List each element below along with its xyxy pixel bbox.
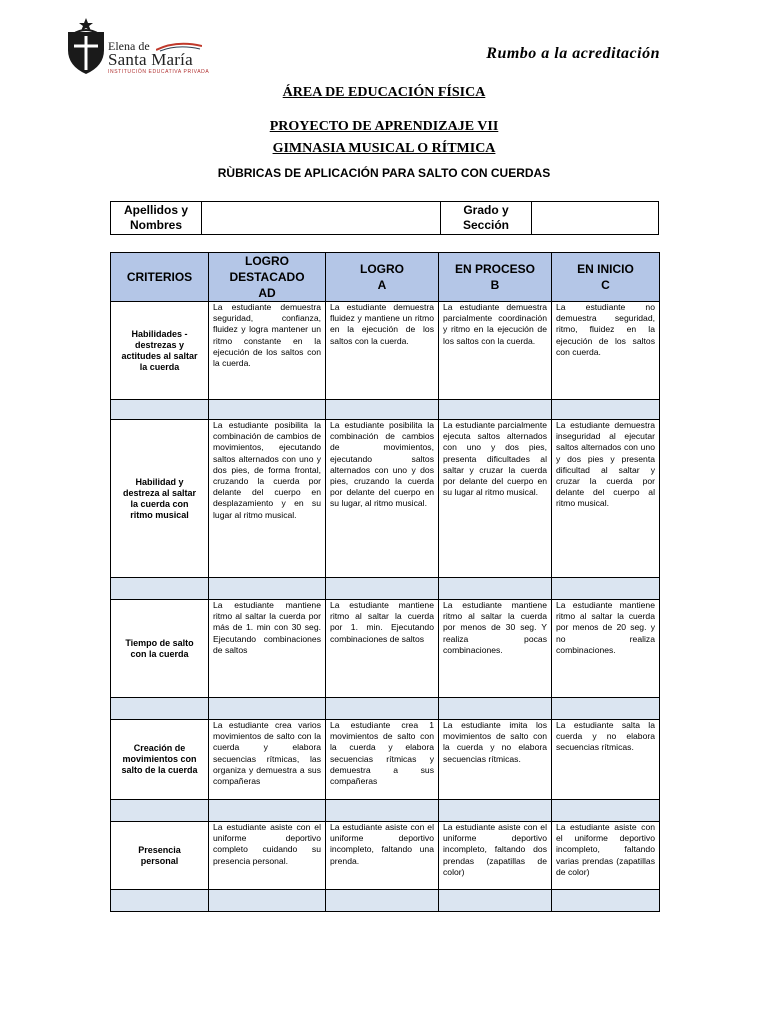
spacer-cell: [439, 400, 552, 420]
criterion-cell: Creación de movimientos con salto de la cuerda: [111, 720, 209, 800]
spacer-cell: [209, 400, 326, 420]
topic-title: GIMNASIA MUSICAL O RÍTMICA: [272, 141, 496, 156]
level-ad-cell: La estudiante demuestra seguridad, confianza, fluidez y logra mantener un ritmo constante en la ejecución de los saltos con la cuerda.: [209, 302, 326, 400]
name-label: [111, 202, 202, 235]
level-c-cell: La estudiante salta la cuerda y no elabora secuencias rítmicas.: [552, 720, 660, 800]
header-line: DESTACADO: [229, 270, 305, 284]
spacer-cell: [111, 400, 209, 420]
spacer-row: [111, 698, 660, 720]
header-line: EN PROCESO: [454, 262, 535, 276]
level-b-cell: La estudiante imita los movimientos de salto con la cuerda y no elabora secuencias rítmicas.: [439, 720, 552, 800]
spacer-row: [111, 890, 660, 912]
level-a-cell: La estudiante mantiene ritmo al saltar la cuerda por 1. min. Ejecutando combinaciones de saltos: [326, 600, 439, 698]
grade-label-line1: Grado y: [463, 203, 509, 217]
rubric-row: [111, 420, 660, 578]
area-title: ÁREA DE EDUCACIÓN FÍSICA: [282, 85, 486, 100]
school-crest-icon: [64, 16, 108, 76]
project-title: PROYECTO DE APRENDIZAJE VII: [269, 119, 499, 134]
criterion-cell: Habilidad y destreza al saltar la cuerda con ritmo musical: [111, 420, 209, 578]
level-ad-cell: La estudiante crea varios movimientos de salto con la cuerda y elabora secuencias rítmicas, las organiza y demuestra a sus compañeras: [209, 720, 326, 800]
spacer-cell: [439, 698, 552, 720]
spacer-row: [111, 400, 660, 420]
name-field[interactable]: [202, 202, 441, 235]
level-c-cell: La estudiante demuestra inseguridad al ejecutar saltos alternados con uno y dos pies y presenta dificultad al saltar y cruzar la cuerda por delante del cuerpo al ritmo musical.: [552, 420, 660, 578]
header-line: EN INICIO: [577, 262, 634, 276]
spacer-cell: [326, 890, 439, 912]
spacer-cell: [552, 890, 660, 912]
logo-line1: Elena de: [108, 39, 150, 53]
header-line: A: [377, 278, 387, 292]
spacer-cell: [552, 800, 660, 822]
level-b-cell: La estudiante demuestra parcialmente coordinación y ritmo en la ejecución de los saltos con la cuerda.: [439, 302, 552, 400]
spacer-cell: [326, 400, 439, 420]
level-ad-cell: La estudiante asiste con el uniforme deportivo completo cuidando su presencia personal.: [209, 822, 326, 890]
criterion-cell: Presencia personal: [111, 822, 209, 890]
level-a-cell: La estudiante asiste con el uniforme deportivo incompleto, faltando una prenda.: [326, 822, 439, 890]
level-c-cell: La estudiante no demuestra seguridad, ritmo, fluidez en la ejecución de los saltos con cuerda.: [552, 302, 660, 400]
level-ad-cell: La estudiante mantiene ritmo al saltar la cuerda por más de 1. min con 30 seg. Ejecutando combinaciones de saltos: [209, 600, 326, 698]
student-info-table: [110, 201, 659, 235]
header-line: LOGRO: [360, 262, 404, 276]
spacer-cell: [111, 800, 209, 822]
spacer-cell: [209, 698, 326, 720]
motto: Rumbo a la acreditación: [486, 45, 660, 62]
rubric-row: [111, 720, 660, 800]
spacer-cell: [111, 698, 209, 720]
header-logro: [326, 253, 439, 302]
grade-label-line2: Sección: [462, 218, 510, 232]
spacer-cell: [552, 698, 660, 720]
spacer-cell: [326, 698, 439, 720]
header-en-proceso: [439, 253, 552, 302]
rubric-row: [111, 302, 660, 400]
level-a-cell: La estudiante posibilita la combinación de cambios de movimientos, ejecutando saltos alternados con uno y dos pies, cruzando la cuerda por delante del cuerpo en su lugar, al ritmo musical.: [326, 420, 439, 578]
rubric-row: [111, 822, 660, 890]
name-label-line2: Nombres: [129, 218, 182, 232]
header-criterios: [111, 253, 209, 302]
spacer-cell: [111, 578, 209, 600]
school-logo: [64, 16, 214, 80]
level-c-cell: La estudiante mantiene ritmo al saltar la cuerda por menos de 20 seg. y no realiza combinaciones.: [552, 600, 660, 698]
spacer-cell: [209, 800, 326, 822]
spacer-cell: [439, 890, 552, 912]
spacer-cell: [209, 890, 326, 912]
rubric-table: [110, 252, 660, 912]
spacer-cell: [439, 800, 552, 822]
spacer-cell: [111, 890, 209, 912]
criterion-cell: Habilidades - destrezas y actitudes al saltar la cuerda: [111, 302, 209, 400]
spacer-row: [111, 800, 660, 822]
header-line: C: [601, 278, 610, 292]
rubric-title: RÙBRICAS DE APLICACIÓN PARA SALTO CON CUERDAS: [217, 166, 551, 180]
grade-label: [441, 202, 532, 235]
level-a-cell: La estudiante crea 1 movimientos de salto con la cuerda y elabora secuencias rítmicas y demuestra a sus compañeras: [326, 720, 439, 800]
logo-tagline: INSTITUCIÓN EDUCATIVA PRIVADA: [108, 69, 210, 75]
header-line: B: [490, 278, 500, 292]
spacer-cell: [326, 800, 439, 822]
level-b-cell: La estudiante asiste con el uniforme deportivo incompleto, faltando dos prendas (zapatillas de color): [439, 822, 552, 890]
level-b-cell: La estudiante parcialmente ejecuta saltos alternados con uno y dos pies, presenta dificultades al saltar y cruzar la cuerda por delante del cuerpo en su lugar al ritmo musical.: [439, 420, 552, 578]
spacer-cell: [552, 578, 660, 600]
level-a-cell: La estudiante demuestra fluidez y mantiene un ritmo en la ejecución de los saltos con la cuerda.: [326, 302, 439, 400]
grade-field[interactable]: [532, 202, 659, 235]
level-c-cell: La estudiante asiste con el uniforme deportivo incompleto, faltando varias prendas (zapatillas de color): [552, 822, 660, 890]
spacer-row: [111, 578, 660, 600]
spacer-cell: [326, 578, 439, 600]
spacer-cell: [439, 578, 552, 600]
spacer-cell: [552, 400, 660, 420]
spacer-cell: [209, 578, 326, 600]
level-ad-cell: La estudiante posibilita la combinación de cambios de movimientos, ejecutando saltos alternados con uno y dos pies, de forma frontal, cruzando la cuerda por delante del cuerpo en desplazamiento y en su lugar al ritmo musical.: [209, 420, 326, 578]
header-line: LOGRO: [245, 254, 289, 268]
name-label-line1: Apellidos y: [123, 203, 188, 217]
rubric-header-row: [111, 253, 660, 302]
logo-line2: Santa María: [108, 50, 193, 69]
header-line: AD: [258, 286, 276, 300]
rubric-row: [111, 600, 660, 698]
header-en-inicio: [552, 253, 660, 302]
header-logro-destacado: [209, 253, 326, 302]
criterion-cell: Tiempo de salto con la cuerda: [111, 600, 209, 698]
header-line: CRITERIOS: [126, 270, 193, 284]
level-b-cell: La estudiante mantiene ritmo al saltar la cuerda por menos de 30 seg. Y realiza pocas combinaciones.: [439, 600, 552, 698]
